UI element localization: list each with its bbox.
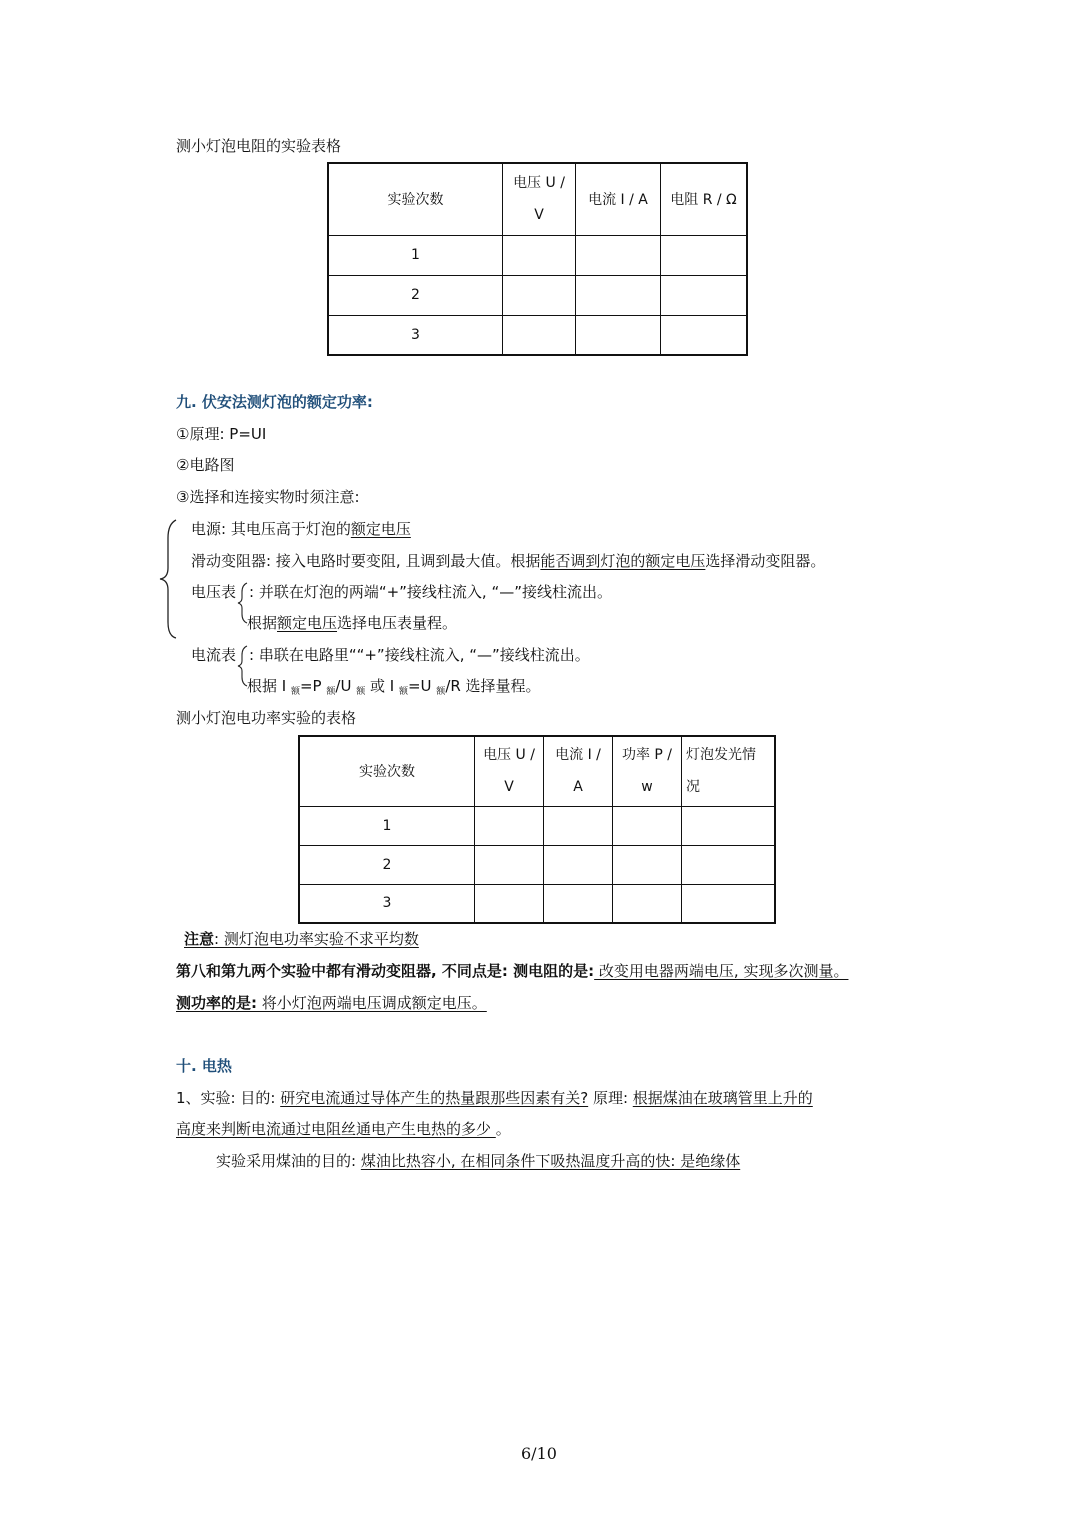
power-difference-line: 测功率的是: 将小灯泡两端电压调成额定电压。: [176, 994, 487, 1012]
table2-title: 测小灯泡电功率实验的表格: [176, 709, 357, 727]
experiment-line: 1、实验: 目的: 研究电流通过导体产生的热量跟那些因素有关? 原理: 根据煤油在玻璃管里上升的: [176, 1089, 813, 1107]
header-current: 电流 I / A: [576, 163, 661, 235]
ammeter-line2: 根据 I $_额$=P $_额$/U $_额$ 或 I $_额$=U $_额$/R 选择量程。: [247, 677, 541, 697]
voltmeter-line2: 根据额定电压选择电压表量程。: [247, 614, 458, 632]
row-number: 1: [299, 806, 475, 845]
row-number: 2: [299, 845, 475, 884]
header-power: 功率 P / w: [613, 736, 682, 806]
header-resistance: 电阻 R / Ω: [661, 163, 748, 235]
header-voltage: 电压 U / V: [475, 736, 544, 806]
row-number: 2: [328, 275, 503, 315]
ammeter-label: 电流表: [191, 646, 237, 664]
header-bulb: 灯泡发光情 况: [682, 736, 776, 806]
difference-line: 第八和第九两个实验中都有滑动变阻器, 不同点是: 测电阻的是: 改变用电器两端电压, 实现多次测量。: [176, 962, 849, 980]
voltmeter-label: 电压表: [191, 583, 237, 601]
table-row: [328, 315, 747, 355]
attention-line: ③选择和连接实物时须注意:: [176, 488, 360, 506]
header-voltage: 电压 U / V: [503, 163, 576, 235]
principle-line: ①原理: P=UI: [176, 425, 267, 443]
header-current: 电流 I / A: [544, 736, 613, 806]
table1-title: 测小灯泡电阻的实验表格: [176, 137, 342, 155]
experiment-line-2: 高度来判断电流通过电阻丝通电产生电热的多少 。: [176, 1120, 511, 1138]
header-count: 实验次数: [299, 736, 475, 806]
row-number: 1: [328, 235, 503, 275]
table-row: [299, 884, 775, 923]
left-brace-icon: [158, 518, 180, 640]
note-line: 注意: 测灯泡电功率实验不求平均数: [184, 930, 419, 948]
section9-heading: 九. 伏安法测灯泡的额定功率:: [176, 393, 373, 411]
page-number: 6/10: [521, 1444, 557, 1463]
row-number: 3: [328, 315, 503, 355]
row-number: 3: [299, 884, 475, 923]
table-row: [299, 806, 775, 845]
circuit-line: ②电路图: [176, 456, 235, 474]
table-row: [328, 235, 747, 275]
ammeter-line1: : 串联在电路里““+”接线柱流入, “—”接线柱流出。: [249, 646, 590, 664]
resistance-table: [327, 162, 748, 356]
table-row: [328, 275, 747, 315]
rheostat-line: 滑动变阻器: 接入电路时要变阻, 且调到最大值。根据能否调到灯泡的额定电压选择滑动变阻器。: [191, 552, 826, 570]
power-table: [298, 735, 776, 924]
header-count: 实验次数: [328, 163, 503, 235]
section10-heading: 十. 电热: [176, 1057, 232, 1075]
table-row: [299, 845, 775, 884]
kerosene-line: 实验采用煤油的目的: 煤油比热容小, 在相同条件下吸热温度升高的快: 是绝缘体: [216, 1152, 741, 1170]
voltmeter-line1: : 并联在灯泡的两端“+”接线柱流入, “—”接线柱流出。: [249, 583, 613, 601]
power-source-line: 电源: 其电压高于灯泡的额定电压: [191, 520, 411, 538]
